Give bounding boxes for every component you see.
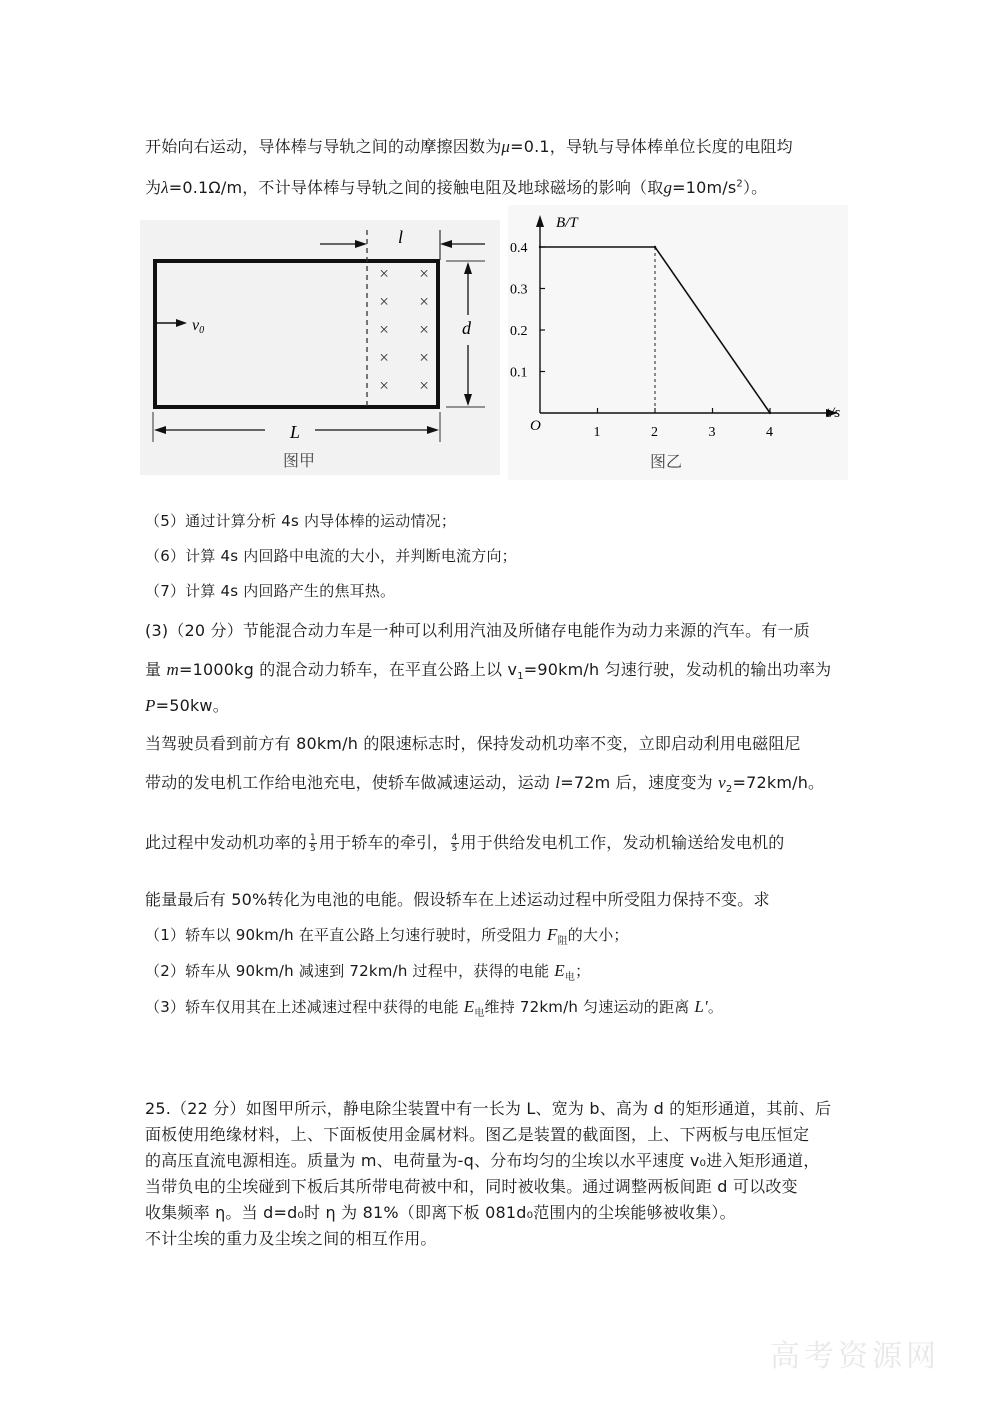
problem3-line1: (3)（20 分）节能混合动力车是一种可以利用汽油及所储存电能作为动力来源的汽车。有一质 — [145, 621, 810, 640]
cross: × — [419, 348, 429, 367]
subscript: 1 — [517, 671, 524, 683]
E-symbol: E — [554, 961, 565, 980]
v2-symbol: v — [718, 773, 726, 792]
subscript: 电 — [474, 1008, 485, 1019]
problem3-line2 — [145, 657, 831, 682]
problem3-line6 — [145, 830, 785, 854]
para1-line2 — [145, 175, 767, 198]
cross: × — [379, 376, 389, 395]
text: =72km/h。 — [732, 773, 825, 792]
superscript: 2 — [736, 178, 743, 190]
y-tick-label: 0.1 — [510, 365, 528, 381]
question-6: （6）计算 4s 内回路中电流的大小，并判断电流方向； — [145, 547, 517, 565]
text: 维持 72km/h 匀速运动的距离 — [484, 998, 695, 1016]
L-prime-symbol: L' — [694, 997, 708, 1016]
cross: × — [419, 264, 429, 283]
text: 此过程中发动机功率的 — [145, 833, 308, 852]
cross: × — [379, 320, 389, 339]
x-tick-label: 3 — [708, 425, 716, 440]
text: 用于轿车的牵引， — [318, 833, 449, 852]
origin-label: O — [530, 418, 541, 434]
cross: × — [419, 376, 429, 395]
watermark: 高考资源网 — [770, 1339, 940, 1374]
problem25-line2: 面板使用绝缘材料，上、下面板使用金属材料。图乙是装置的截面图，上、下两板与电压恒定 — [145, 1125, 810, 1144]
cross: × — [419, 292, 429, 311]
figure-a — [140, 220, 500, 475]
x-tick-label: 2 — [651, 425, 658, 440]
m-symbol: m — [166, 660, 179, 679]
text: （2）轿车从 90km/h 减速到 72km/h 过程中，获得的电能 — [145, 962, 555, 980]
F-symbol: F — [547, 925, 558, 944]
y-tick-label: 0.2 — [510, 324, 528, 339]
text: 开始向右运动，导体棒与导轨之间的动摩擦因数为 — [145, 137, 502, 156]
text: 的大小； — [567, 926, 629, 944]
para1-line1 — [145, 134, 793, 157]
fraction-one-fifth: $\frac{1}{5}$ — [310, 833, 316, 854]
text: 量 — [145, 660, 167, 679]
figure-a-caption: 图甲 — [283, 453, 316, 470]
cross: × — [419, 320, 429, 339]
cross: × — [379, 264, 389, 283]
P-symbol: P — [145, 696, 156, 715]
question-7: （7）计算 4s 内回路产生的焦耳热。 — [145, 582, 396, 600]
subscript: 2 — [725, 784, 733, 796]
fraction-four-fifths: $\frac{4}{5}$ — [451, 833, 458, 854]
y-tick-label: 0.4 — [510, 241, 528, 256]
text: =10m/s — [672, 178, 737, 197]
x-tick-label: 1 — [593, 425, 601, 440]
text: =50kw。 — [155, 696, 229, 715]
l-label: l — [398, 227, 404, 247]
cross: × — [379, 348, 389, 367]
text: 。 — [707, 998, 724, 1016]
text: =90km/h 匀速行驶，发动机的输出功率为 — [523, 660, 832, 679]
text: 用于供给发电机工作，发动机输送给发电机的 — [460, 833, 785, 852]
problem25-line6: 不计尘埃的重力及尘埃之间的相互作用。 — [145, 1229, 437, 1248]
y-tick-label: 0.3 — [510, 282, 528, 298]
text: =1000kg 的混合动力轿车，在平直公路上以 v — [178, 660, 518, 679]
problem25-line3: 的高压直流电源相连。质量为 m、电荷量为-q、分布均匀的尘埃以水平速度 v₀进入矩形通道， — [145, 1151, 820, 1170]
problem25-line1: 25.（22 分）如图甲所示，静电除尘装置中有一长为 L、宽为 b、高为 d 的矩形通道，其前、后 — [145, 1099, 832, 1118]
problem3-line5 — [145, 770, 824, 795]
data-point — [539, 246, 541, 248]
figure-b-chart — [508, 205, 848, 480]
problem25-line5: 收集频率 η。当 d=d₀时 η 为 81%（即离下板 081d₀范围内的尘埃能够被收集）。 — [145, 1203, 736, 1222]
text: =0.1，导轨与导体棒单位长度的电阻均 — [510, 137, 793, 156]
data-point — [654, 246, 656, 248]
E-symbol: E — [463, 997, 475, 1016]
problem3-sub1 — [145, 924, 629, 947]
mu-symbol: μ — [501, 137, 511, 156]
problem3-sub3 — [145, 996, 723, 1019]
figure-b-caption: 图乙 — [650, 454, 683, 471]
text: 带动的发电机工作给电池充电，使轿车做减速运动，运动 — [145, 773, 556, 792]
y-axis-label: B/T — [556, 215, 578, 231]
x-tick-label: 4 — [766, 425, 773, 440]
L-label: L — [290, 422, 301, 442]
problem3-sub2 — [145, 960, 590, 983]
text: =0.1Ω/m，不计导体棒与导轨之间的接触电阻及地球磁场的影响（取 — [168, 178, 664, 197]
problem25-line4: 当带负电的尘埃碰到下板后其所带电荷被中和，同时被收集。通过调整两板间距 d 可以改变 — [145, 1177, 798, 1196]
cross: × — [379, 292, 389, 311]
text: =72m 后，速度变为 — [560, 773, 719, 792]
problem3-line4: 当驾驶员看到前方有 80km/h 的限速标志时，保持发动机功率不变，立即启动利用电磁阻尼 — [145, 734, 801, 753]
lambda-symbol: λ — [161, 178, 169, 197]
text: （3）轿车仅用其在上述减速过程中获得的电能 — [145, 998, 464, 1016]
x-axis-label: t/s — [826, 405, 841, 421]
problem3-line3 — [145, 693, 229, 716]
d-label: d — [462, 318, 471, 338]
data-point — [769, 412, 771, 414]
text: ； — [575, 962, 591, 980]
v0-label: v0 — [192, 317, 205, 336]
g-symbol: g — [663, 178, 673, 197]
text: （1）轿车以 90km/h 在平直公路上匀速行驶时，所受阻力 — [145, 926, 547, 944]
text: 为 — [145, 178, 162, 197]
subscript: 阻 — [557, 936, 568, 947]
subscript: 电 — [564, 972, 576, 983]
l-symbol: l — [555, 773, 561, 792]
problem3-line7: 能量最后有 50%转化为电池的电能。假设轿车在上述运动过程中所受阻力保持不变。求 — [145, 890, 770, 909]
text: ）。 — [742, 178, 768, 197]
question-5: （5）通过计算分析 4s 内导体棒的运动情况； — [145, 512, 457, 530]
